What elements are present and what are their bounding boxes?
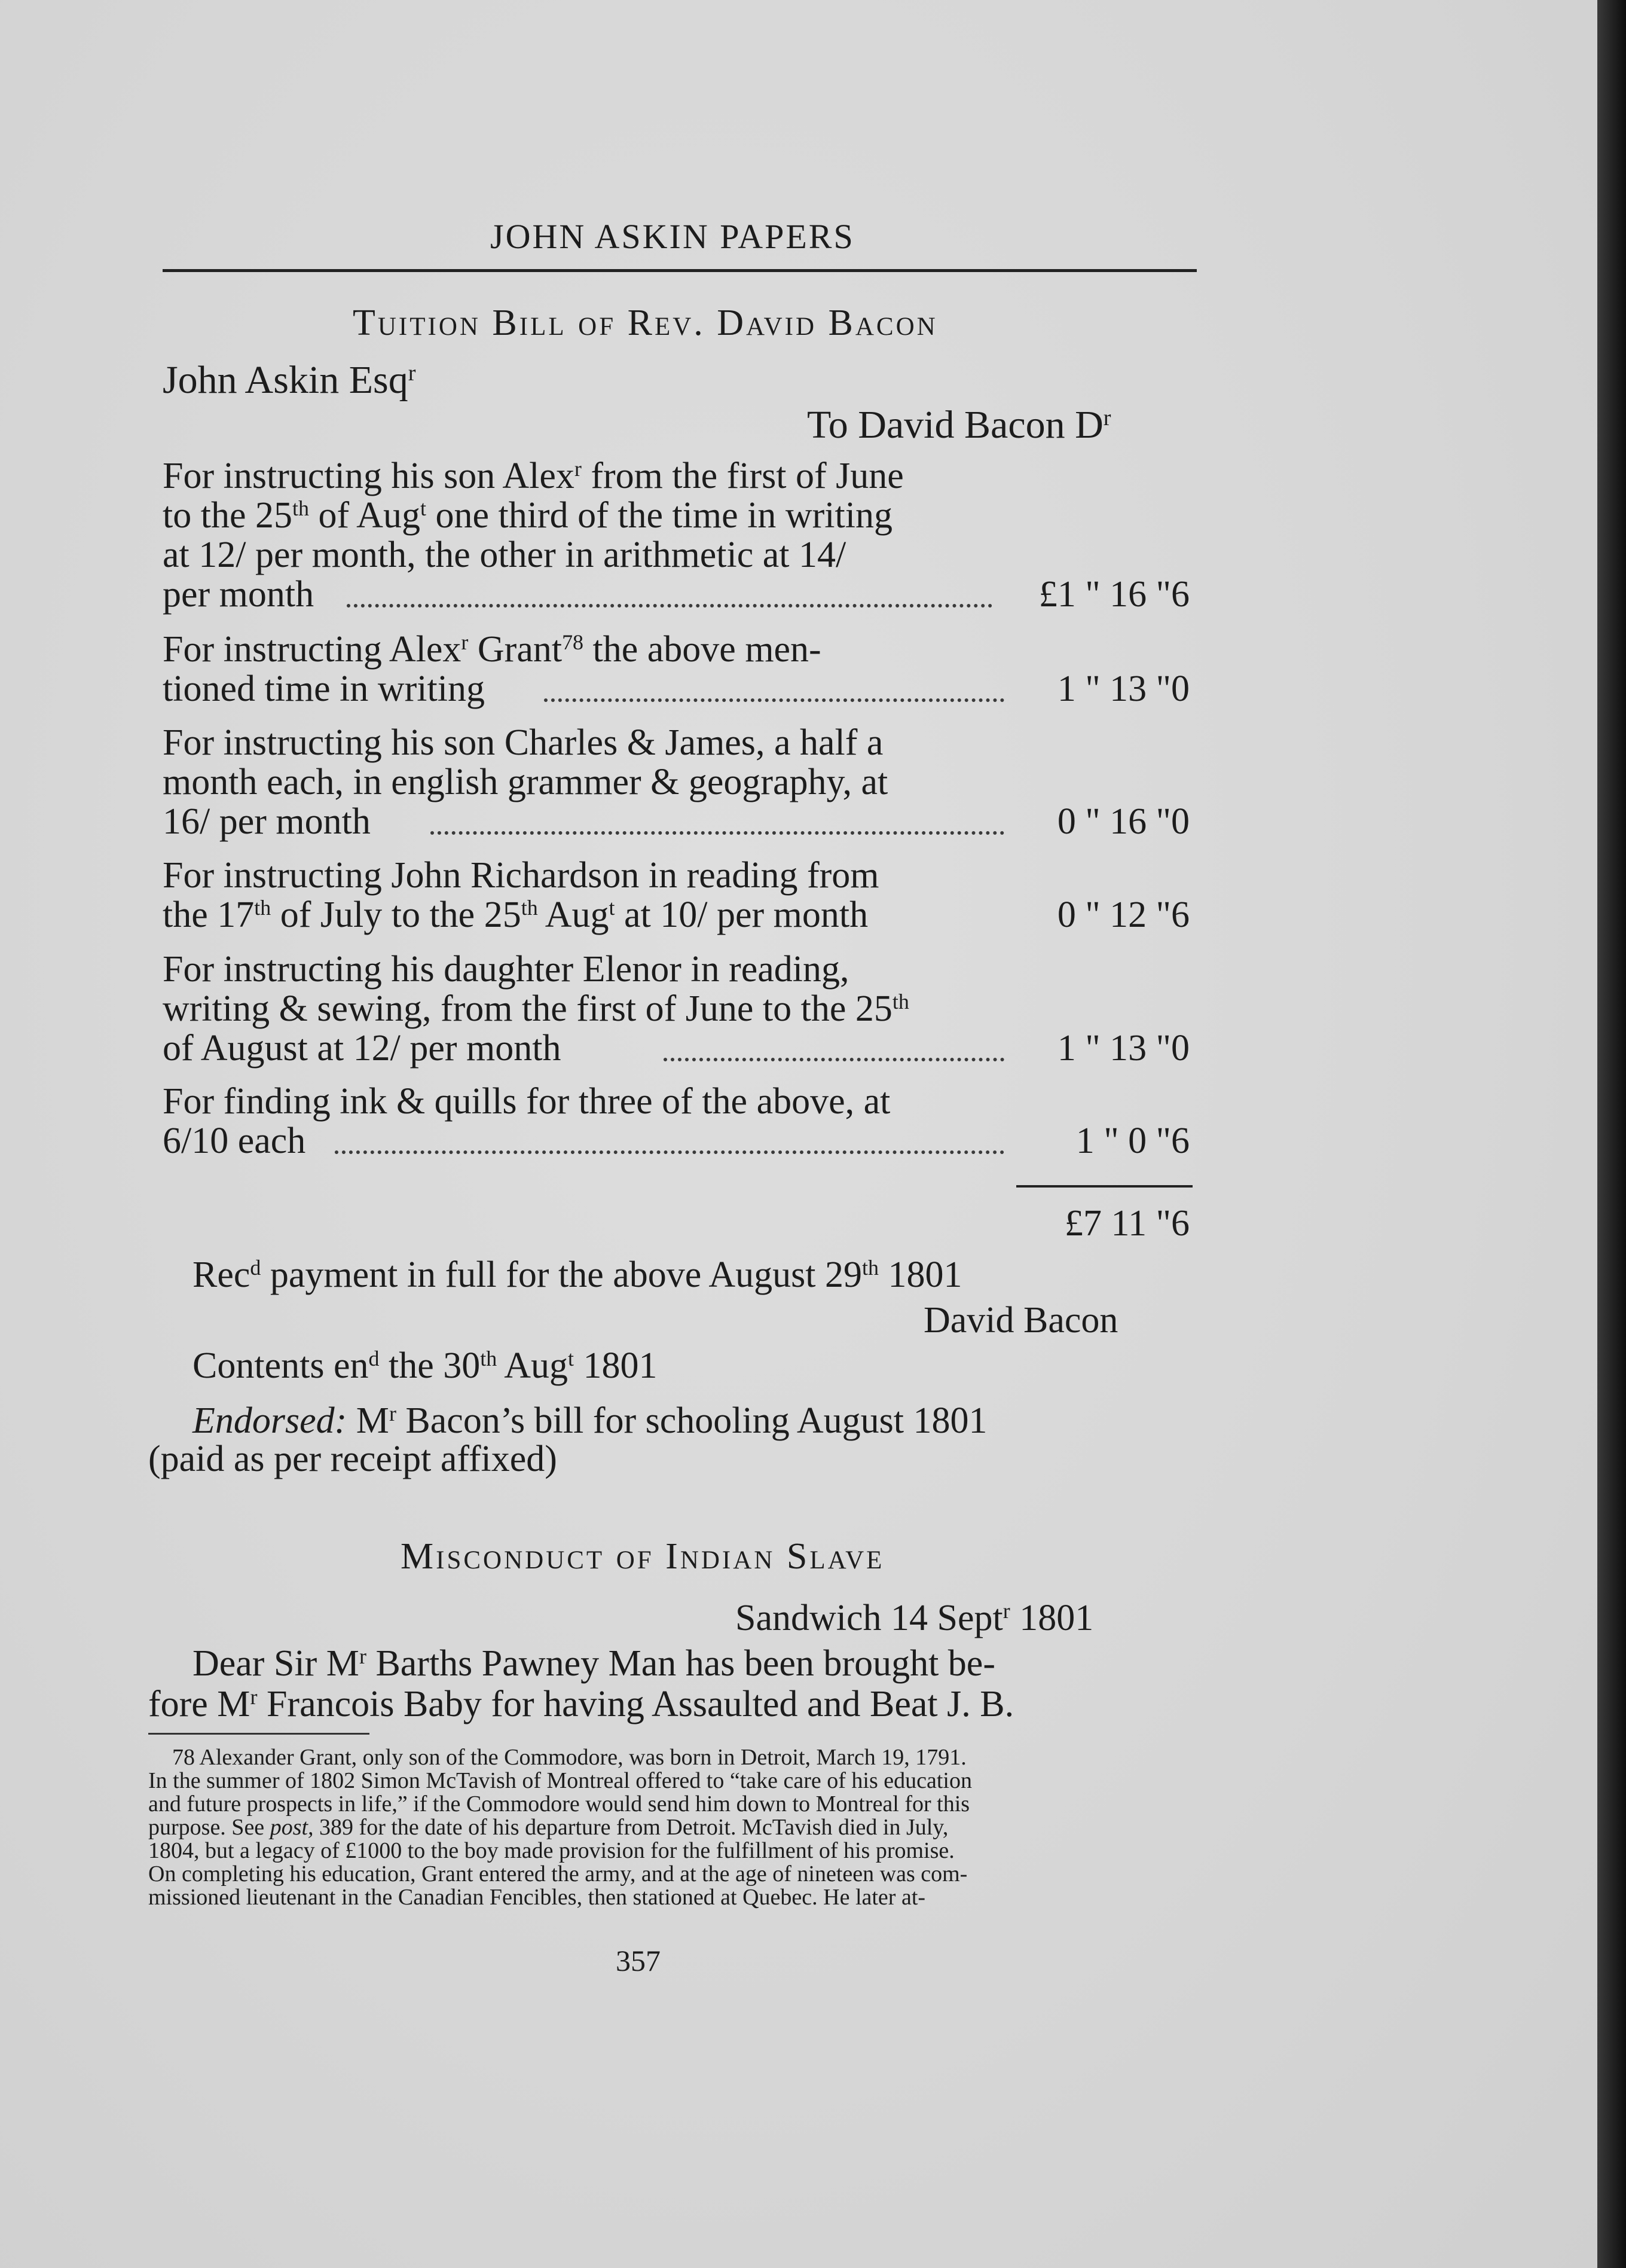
addressee: John Askin Esq$^r$ bbox=[163, 358, 416, 402]
letter-body-line: Dear Sir $M^r$ Barths Pawney Man has been brought be- bbox=[192, 1643, 995, 1684]
letter-body-line: fore $M^r$ Francois Baby for having Assaulted and Beat J. B. bbox=[148, 1684, 1014, 1724]
footnote-rule bbox=[148, 1733, 369, 1735]
item-amount: 0 " 16 "0 bbox=[1057, 801, 1190, 842]
endorsement-line: Endorsed: $M^r$ Bacon’s bill for schooling August 1801 bbox=[192, 1400, 988, 1441]
item-text: to the 25th of Aug$^t$ one third of the time in writing bbox=[163, 495, 893, 536]
receipt-line: Rec$^d$ payment in full for the above August 29th 1801 bbox=[192, 1254, 962, 1295]
item-text: the 17th of July to the 25th Aug$^t$ at 10/ per month bbox=[163, 895, 869, 935]
section-title-tuition-bill: Tuition Bill of Rev. David Bacon bbox=[353, 303, 938, 343]
dot-leader bbox=[430, 831, 1004, 835]
item-text: For finding ink & quills for three of the above, at bbox=[163, 1081, 891, 1122]
footnote-line: On completing his education, Grant entered the army, and at the age of nineteen was com- bbox=[148, 1861, 968, 1887]
footnote-line: In the summer of 1802 Simon McTavish of Montreal offered to “take care of his education bbox=[148, 1768, 972, 1793]
item-text: For instructing his son Charles & James, a half a bbox=[163, 722, 884, 763]
dot-leader bbox=[544, 698, 1004, 702]
item-text: at 12/ per month, the other in arithmetic at 14/ bbox=[163, 535, 846, 575]
item-text: For instructing John Richardson in reading from bbox=[163, 855, 879, 896]
footnote-line: 1804, but a legacy of £1000 to the boy made provision for the fulfillment of his promise. bbox=[148, 1838, 955, 1863]
item-amount: 0 " 12 "6 bbox=[1057, 895, 1190, 935]
item-text: writing & sewing, from the first of June to the 25th bbox=[163, 988, 909, 1029]
running-head: JOHN ASKIN PAPERS bbox=[490, 217, 855, 256]
item-text: For instructing his daughter Elenor in reading, bbox=[163, 949, 849, 990]
item-text: 6/10 each bbox=[163, 1121, 306, 1161]
item-amount: 1 " 0 "6 bbox=[1075, 1121, 1190, 1161]
item-text: per month bbox=[163, 574, 314, 615]
footnote-line: 78 Alexander Grant, only son of the Commodore, was born in Detroit, March 19, 1791. bbox=[172, 1745, 967, 1770]
item-text: For instructing his son Alex$^r$ from the first of June bbox=[163, 456, 904, 496]
footnote-line: purpose. See post, 389 for the date of his departure from Detroit. McTavish died in July, bbox=[148, 1815, 949, 1840]
section-title-misconduct: Misconduct of Indian Slave bbox=[401, 1536, 885, 1577]
item-text: of August at 12/ per month bbox=[163, 1028, 561, 1069]
contents-line: Contents $en^d$ the 30th Aug$^t$ 1801 bbox=[192, 1345, 658, 1386]
item-amount: £1 " 16 "6 bbox=[1038, 574, 1190, 615]
dot-leader bbox=[664, 1058, 1004, 1061]
item-text: month each, in english grammer & geography, at bbox=[163, 762, 888, 802]
creditor-line: To David Bacon $D^r$ bbox=[807, 403, 1111, 447]
page-number: 357 bbox=[616, 1944, 661, 1977]
bill-total: £7 11 "6 bbox=[1064, 1203, 1190, 1244]
footnote-line: missioned lieutenant in the Canadian Fencibles, then stationed at Quebec. He later at- bbox=[148, 1885, 926, 1910]
page-edge-shadow bbox=[1597, 0, 1626, 2268]
total-rule bbox=[1016, 1185, 1193, 1188]
item-text: tioned time in writing bbox=[163, 669, 485, 709]
letter-dateline: Sandwich 14 Sept$^r$ 1801 bbox=[735, 1598, 1094, 1638]
item-amount: 1 " 13 "0 bbox=[1057, 669, 1190, 709]
dot-leader bbox=[347, 604, 992, 608]
item-amount: 1 " 13 "0 bbox=[1057, 1028, 1190, 1069]
head-rule bbox=[163, 269, 1197, 272]
item-text: For instructing Alex$^r$ Grant$^{78}$ the above men- bbox=[163, 629, 821, 670]
dot-leader bbox=[335, 1150, 1004, 1154]
footnote-line: and future prospects in life,” if the Commodore would send him down to Montreal for this bbox=[148, 1791, 970, 1817]
endorsement-line-2: (paid as per receipt affixed) bbox=[148, 1439, 557, 1479]
item-text: 16/ per month bbox=[163, 801, 371, 842]
receipt-signature: David Bacon bbox=[924, 1300, 1118, 1341]
